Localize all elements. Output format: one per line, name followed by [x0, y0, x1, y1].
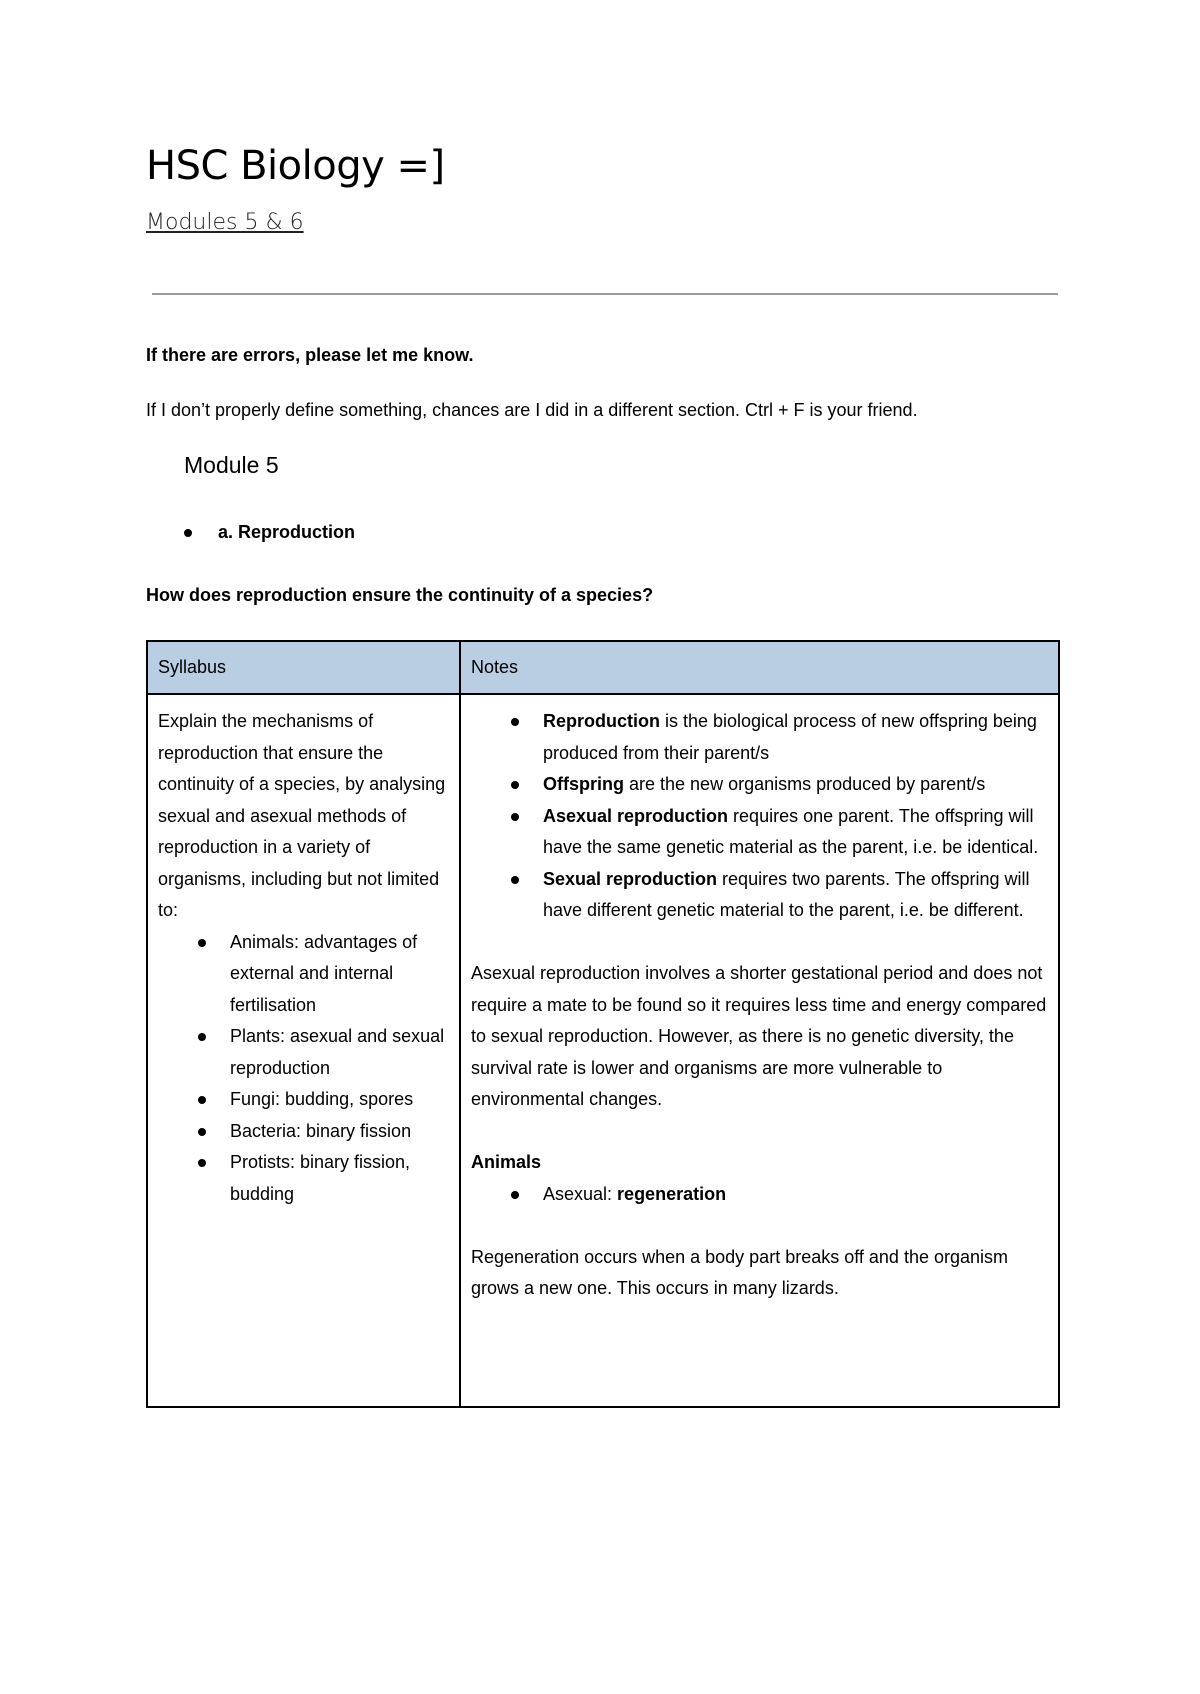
definition-term: Asexual reproduction [543, 805, 729, 826]
notes-cell [471, 706, 1056, 1305]
module-heading: Module 5 [184, 452, 279, 478]
table-header-row [148, 642, 1058, 695]
definition-term: Sexual reproduction [543, 868, 718, 889]
bullet-icon [184, 529, 192, 537]
animals-heading: Animals [471, 1152, 542, 1172]
bullet-icon [511, 876, 519, 884]
list-item [471, 769, 1056, 801]
spacer [471, 927, 1056, 959]
bullet-icon [511, 781, 519, 789]
syllabus-item-label: Fungi: budding, spores [230, 1089, 414, 1109]
document-title: HSC Biology =] [146, 143, 445, 189]
list-item [471, 1179, 1056, 1211]
bullet-icon [511, 1191, 519, 1199]
table-header-syllabus: Syllabus [158, 657, 227, 677]
definitions-list [471, 706, 1056, 927]
table-header-notes: Notes [471, 657, 519, 677]
syllabus-cell [158, 706, 448, 1210]
definition-text: requires one parent. The offspring will have the same genetic material as the parent, i.e. be identical. [543, 805, 1039, 857]
horizontal-divider [152, 293, 1058, 295]
definition-text: is the biological process of new offspring being produced from their parent/s [543, 711, 1037, 763]
list-item [471, 801, 1056, 864]
bullet-icon [198, 939, 206, 947]
column-divider [459, 642, 461, 1406]
definition-text: requires two parents. The offspring will have different genetic material to the parent, i.e. be different. [543, 868, 1030, 920]
syllabus-item-label: Protists: binary fission, budding [230, 1152, 411, 1204]
list-item [158, 1021, 448, 1084]
bullet-icon [198, 1096, 206, 1104]
list-item [158, 1084, 448, 1116]
list-item [158, 927, 448, 1022]
definition-term: Offspring [543, 774, 624, 794]
syllabus-item-label: Bacteria: binary fission [230, 1120, 412, 1141]
syllabus-intro: Explain the mechanisms of reproduction that ensure the continuity of a species, by analysing sexual and asexual methods of reproduction in a variety of organisms, including but not limited to: [158, 711, 446, 920]
spacer [471, 1210, 1056, 1242]
animals-list [471, 1179, 1056, 1211]
bullet-icon [511, 813, 519, 821]
list-item [158, 1116, 448, 1148]
bullet-icon [511, 718, 519, 726]
bullet-icon [198, 1159, 206, 1167]
spacer [471, 1116, 1056, 1148]
definition-term: Reproduction [543, 711, 660, 731]
section-bullet-label: a. Reproduction [218, 522, 356, 542]
regeneration-paragraph: Regeneration occurs when a body part breaks off and the organism grows a new one. This occurs in many lizards. [471, 1246, 1008, 1298]
animals-bullet-prefix: Asexual: [543, 1183, 618, 1204]
animals-bullet-term: regeneration [617, 1183, 727, 1204]
bullet-icon [198, 1033, 206, 1041]
errors-note: If there are errors, please let me know. [146, 345, 474, 365]
syllabus-list [158, 927, 448, 1211]
list-item [471, 706, 1056, 769]
comparison-paragraph: Asexual reproduction involves a shorter gestational period and does not require a mate to be found so it requires less time and energy compared to sexual reproduction. However, as there is no genetic diversity, the survival rate is lower and organisms are more vulnerable to environmental changes. [471, 963, 1047, 1109]
list-item [158, 1147, 448, 1210]
document-subtitle: Modules 5 & 6 [146, 210, 304, 235]
section-bullet [184, 519, 355, 545]
definition-text: are the new organisms produced by parent/s [624, 774, 986, 794]
section-question: How does reproduction ensure the continuity of a species? [146, 585, 654, 605]
define-note: If I don’t properly define something, chances are I did in a different section. Ctrl + F is your friend. [146, 400, 918, 420]
syllabus-item-label: Animals: advantages of external and internal fertilisation [230, 931, 418, 1015]
syllabus-item-label: Plants: asexual and sexual reproduction [230, 1026, 445, 1078]
list-item [471, 864, 1056, 927]
syllabus-notes-table [146, 640, 1060, 1408]
bullet-icon [198, 1128, 206, 1136]
